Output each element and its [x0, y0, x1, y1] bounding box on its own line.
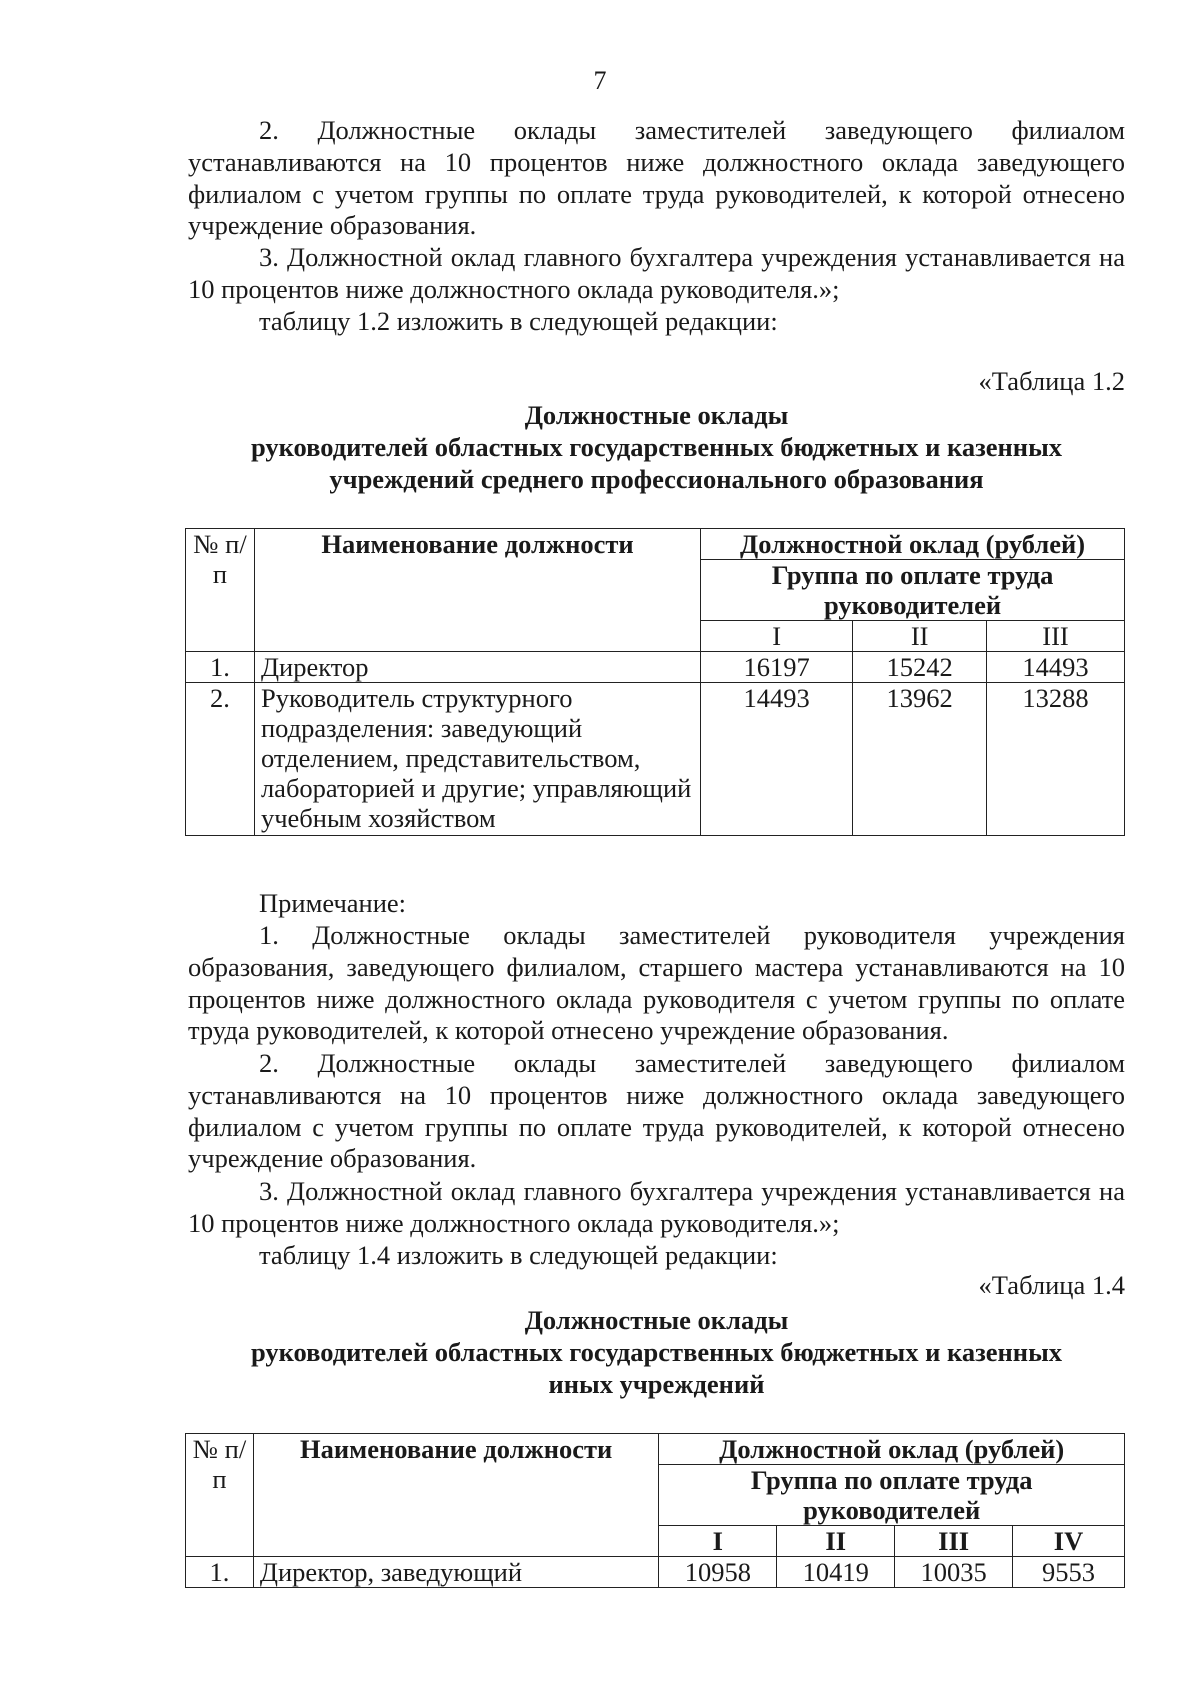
salary-value: 16197 — [701, 652, 853, 683]
header-group-1: I — [659, 1526, 777, 1557]
salary-value: 10958 — [659, 1557, 777, 1588]
header-group-2: II — [853, 621, 987, 652]
salary-value: 14493 — [987, 652, 1125, 683]
note-item: 2. Должностные оклады заместителей заведующего филиалом устанавливаются на 10 процентов ниже должностного оклада заведующего филиалом с учетом группы по оплате труда руководителей, к которой отнесено учреждение образования. — [188, 1048, 1125, 1174]
header-number: № п/п — [186, 529, 255, 652]
header-group-3: III — [987, 621, 1125, 652]
table12-title-line: руководителей областных государственных бюджетных и казенных — [250, 432, 1063, 462]
header-group-3: III — [895, 1526, 1013, 1557]
row-position: Директор, заведующий — [253, 1557, 658, 1588]
note-item: 1. Должностные оклады заместителей руководителя учреждения образования, заведующего филиалом, старшего мастера устанавливаются на 10 процентов ниже должностного оклада руководителя с учетом группы по оплате труда руководителей, к которой отнесено учреждение образования. — [188, 920, 1125, 1046]
note-label: Примечание: — [259, 888, 407, 918]
table12-title-line: учреждений среднего профессионального образования — [329, 464, 984, 494]
header-position-name: Наименование должности — [254, 529, 700, 652]
row-position: Руководитель структурного подразделения: заведующий отделением, представительством, лабораторией и другие; управляющий учебным хозяйством — [254, 683, 700, 836]
header-number: № п/п — [186, 1434, 254, 1557]
table14-title-line: иных учреждений — [548, 1369, 765, 1399]
table14 — [185, 1433, 1125, 1588]
row-number: 1. — [186, 652, 255, 683]
row-number: 2. — [186, 683, 255, 836]
header-salary: Должностной оклад (рублей) — [701, 529, 1125, 560]
salary-value: 10419 — [777, 1557, 895, 1588]
header-group-4: IV — [1013, 1526, 1125, 1557]
table14-reference: «Таблица 1.4 — [978, 1270, 1125, 1300]
salary-value: 15242 — [853, 652, 987, 683]
salary-value: 13962 — [853, 683, 987, 836]
paragraph-chief-accountant: 3. Должностной оклад главного бухгалтера учреждения устанавливается на 10 процентов ниже должностного оклада руководителя.»; — [188, 242, 1125, 304]
note-item: 3. Должностной оклад главного бухгалтера учреждения устанавливается на 10 процентов ниже должностного оклада руководителя.»; — [188, 1176, 1125, 1238]
header-salary: Должностной оклад (рублей) — [659, 1434, 1125, 1465]
table-row — [186, 1557, 1125, 1588]
table12-title — [188, 399, 1125, 495]
row-number: 1. — [186, 1557, 254, 1588]
table12 — [185, 528, 1125, 836]
row-position: Директор — [254, 652, 700, 683]
salary-value: 13288 — [987, 683, 1125, 836]
paragraph-table14-intro: таблицу 1.4 изложить в следующей редакции: — [259, 1240, 778, 1270]
header-pay-group: Группа по оплате труда руководителей — [701, 560, 1125, 621]
paragraph-deputy-branch: 2. Должностные оклады заместителей заведующего филиалом устанавливаются на 10 процентов ниже должностного оклада заведующего филиалом с учетом группы по оплате труда руководителей, к которой отнесено учреждение образования. — [188, 115, 1125, 241]
salary-value: 9553 — [1013, 1557, 1125, 1588]
page-number: 7 — [593, 66, 607, 95]
table12-reference: «Таблица 1.2 — [978, 366, 1125, 396]
table14-title-line: руководителей областных государственных бюджетных и казенных — [250, 1337, 1063, 1367]
header-group-2: II — [777, 1526, 895, 1557]
header-group-1: I — [701, 621, 853, 652]
salary-value: 14493 — [701, 683, 853, 836]
header-pay-group: Группа по оплате труда руководителей — [659, 1465, 1125, 1526]
table12-title-line: Должностные оклады — [524, 400, 789, 430]
paragraph-table12-intro: таблицу 1.2 изложить в следующей редакции: — [259, 306, 778, 336]
table-row — [186, 652, 1125, 683]
table14-title-line: Должностные оклады — [524, 1305, 789, 1335]
table-row — [186, 683, 1125, 836]
header-position-name: Наименование должности — [253, 1434, 658, 1557]
salary-value: 10035 — [895, 1557, 1013, 1588]
table14-title — [188, 1304, 1125, 1400]
